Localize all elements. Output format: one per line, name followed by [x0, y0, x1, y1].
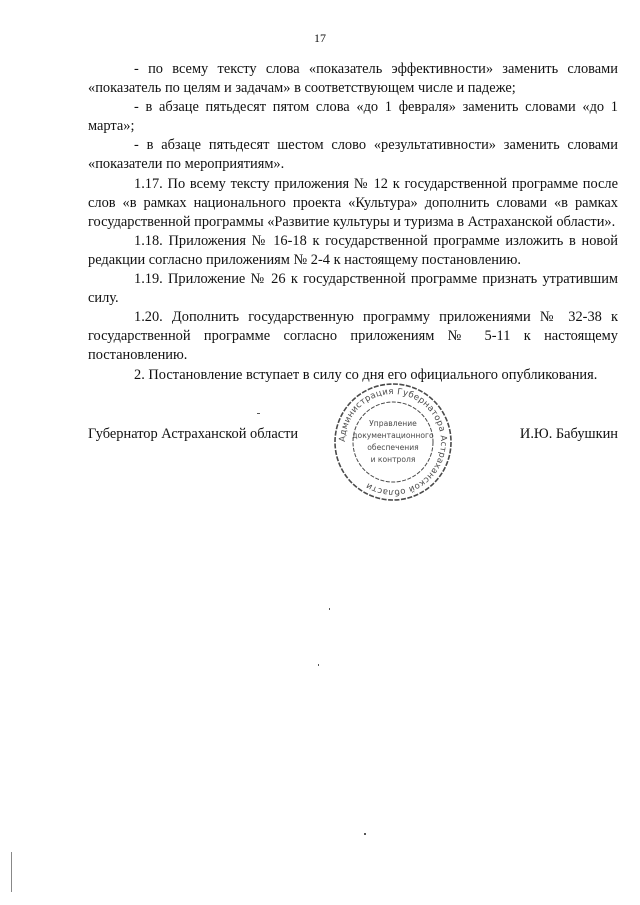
paragraph: 1.17. По всему тексту приложения № 12 к государственной программе после слов «в рамках национального проекта «Культура» дополнить словами «в рамках государственной программы «Развитие культуры и туризма в Астраханской области».	[88, 175, 618, 230]
paragraph: - в абзаце пятьдесят пятом слова «до 1 февраля» заменить словами «до 1 марта»;	[88, 99, 618, 135]
scan-speck	[364, 833, 366, 835]
stamp-center-line: и контроля	[370, 455, 416, 464]
scan-speck	[257, 413, 260, 414]
stamp-center-line: обеспечения	[367, 443, 419, 452]
stamp-center-line: документационного	[352, 431, 434, 440]
page-number: 17	[314, 31, 326, 45]
paragraph: - в абзаце пятьдесят шестом слово «результативности» заменить словами «показатели по мероприятиям».	[88, 137, 618, 173]
scan-speck	[11, 852, 12, 892]
paragraph: 1.18. Приложения № 16-18 к государственной программе изложить в новой редакции согласно приложениям № 2-4 к настоящему постановлению.	[88, 232, 618, 268]
document-body	[88, 60, 618, 385]
scan-speck	[318, 664, 319, 666]
signatory-title: Губернатор Астраханской области	[88, 426, 299, 442]
paragraph: 1.20. Дополнить государственную программу приложениями № 32-38 к государственной программе согласно приложениям № 5-11 к настоящему постановлению.	[88, 309, 618, 364]
stamp-center-line: Управление	[369, 419, 417, 428]
official-stamp	[331, 380, 455, 504]
scan-speck	[329, 608, 330, 610]
signatory-name: И.Ю. Бабушкин	[519, 426, 618, 442]
paragraph: 2. Постановление вступает в силу со дня его официального опубликования.	[134, 366, 598, 383]
stamp-ring-text: Администрация Губернатора Астраханской области	[337, 386, 449, 498]
paragraph: 1.19. Приложение № 26 к государственной программе признать утратившим силу.	[88, 271, 618, 307]
paragraph: - по всему тексту слова «показатель эффективности» заменить словами «показатель по целям и задачам» в соответствующем числе и падеже;	[88, 61, 618, 97]
